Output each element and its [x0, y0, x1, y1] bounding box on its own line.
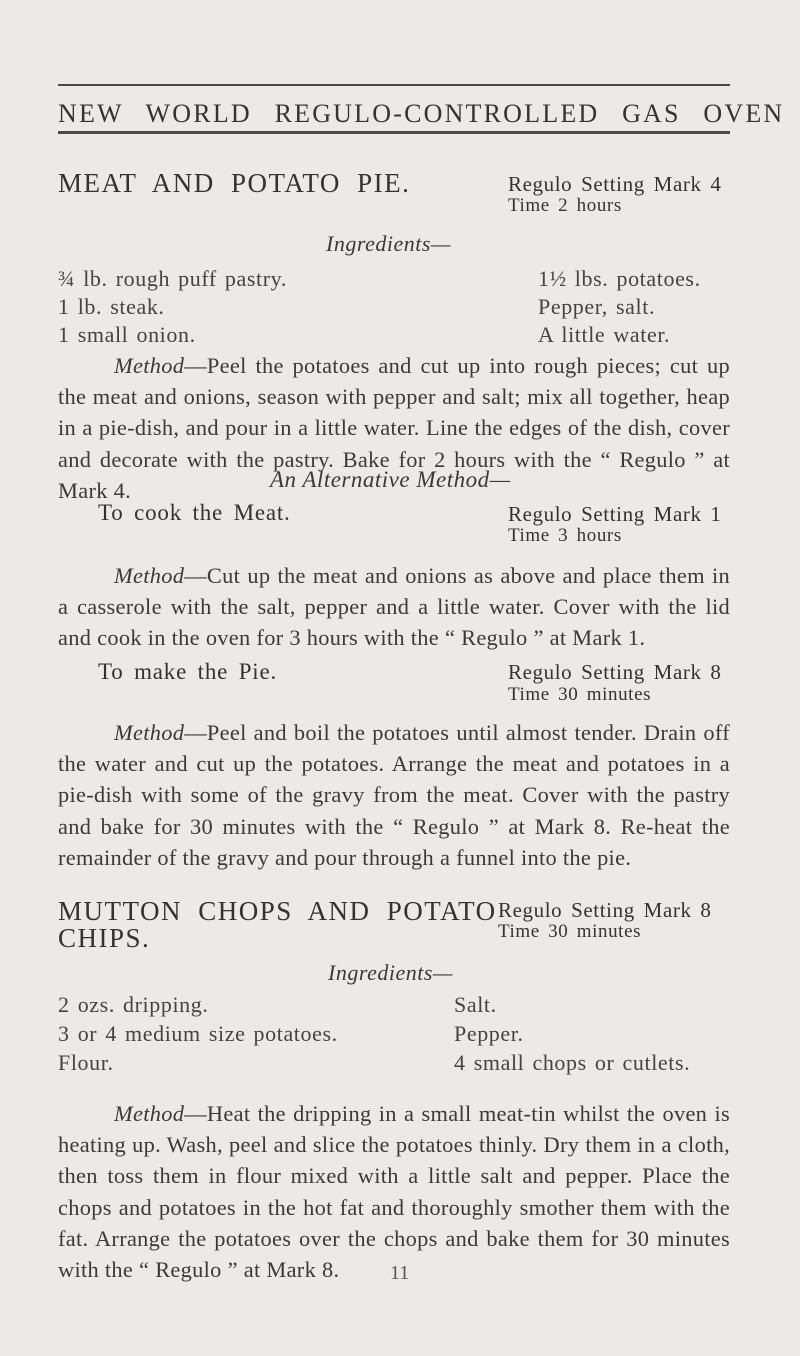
- ingredients-heading: Ingredients—: [326, 231, 451, 256]
- ingredient-item: 3 or 4 medium size potatoes.: [58, 1021, 338, 1046]
- method-paragraph: [58, 1098, 730, 1285]
- method-label: Method: [114, 353, 185, 378]
- page-header-title: NEW WORLD REGULO-CONTROLLED GAS OVEN: [58, 99, 785, 128]
- alternative-method-heading: An Alternative Method—: [270, 467, 511, 492]
- method-text: —Peel the potatoes and cut up into rough pieces; cut up the meat and onions, season with pepper and salt; mix all together, heap in a pie-dish, and pour in a little water. Line the edges of the dish, cover and decorate with the pastry. Bake for 2 hours with the “ Regulo ” at Mark 4.: [58, 353, 730, 503]
- cooking-time: Time 30 minutes: [508, 684, 652, 705]
- ingredient-item: 1 lb. steak.: [58, 294, 165, 319]
- cooking-time: Time 30 minutes: [498, 921, 642, 942]
- ingredients-heading: Ingredients—: [328, 960, 453, 985]
- ingredient-item: 1½ lbs. potatoes.: [538, 266, 701, 291]
- recipe-title: MUTTON CHOPS AND POTATO: [58, 896, 497, 926]
- method-text: —Cut up the meat and onions as above and place them in a casserole with the salt, pepper and a little water. Cover with the lid and cook in the oven for 3 hours with the “ Regulo ” at Mark 1.: [58, 563, 730, 651]
- method-paragraph: [58, 560, 730, 654]
- regulo-setting: Regulo Setting Mark 1: [508, 502, 722, 526]
- ingredient-item: 1 small onion.: [58, 322, 196, 347]
- subrecipe-title: To cook the Meat.: [98, 500, 291, 525]
- ingredient-item: Pepper.: [454, 1021, 524, 1046]
- method-label: Method: [114, 1101, 185, 1126]
- ingredient-item: 4 small chops or cutlets.: [454, 1050, 691, 1075]
- method-label: Method: [114, 720, 185, 745]
- regulo-setting: Regulo Setting Mark 4: [508, 172, 722, 196]
- header-rule-bottom: [58, 131, 730, 134]
- method-text: —Heat the dripping in a small meat-tin whilst the oven is heating up. Wash, peel and slice the potatoes thinly. Dry them in a cloth, then toss them in flour mixed with a little salt and pepper. Place the chops and potatoes in the hot fat and thoroughly smother them with the fat. Arrange the potatoes over the chops and bake them for 30 minutes with the “ Regulo ” at Mark 8.: [58, 1101, 730, 1283]
- ingredient-item: A little water.: [538, 322, 671, 347]
- ingredient-item: Pepper, salt.: [538, 294, 656, 319]
- method-paragraph: [58, 717, 730, 873]
- regulo-setting: Regulo Setting Mark 8: [498, 898, 712, 922]
- ingredient-item: ¾ lb. rough puff pastry.: [58, 266, 287, 291]
- recipe-title-continued: CHIPS.: [58, 923, 151, 953]
- subrecipe-title: To make the Pie.: [98, 659, 278, 684]
- ingredient-item: 2 ozs. dripping.: [58, 992, 209, 1017]
- method-text: —Peel and boil the potatoes until almost tender. Drain off the water and cut up the potatoes. Arrange the meat and potatoes in a pie-dish with some of the gravy from the meat. Cover with the pastry and bake for 30 minutes with the “ Regulo ” at Mark 8. Re-heat the remainder of the gravy and pour through a funnel into the pie.: [58, 720, 730, 870]
- ingredient-item: Flour.: [58, 1050, 114, 1075]
- ingredient-item: Salt.: [454, 992, 497, 1017]
- cooking-time: Time 2 hours: [508, 195, 622, 216]
- regulo-setting: Regulo Setting Mark 8: [508, 660, 722, 684]
- recipe-title: MEAT AND POTATO PIE.: [58, 168, 411, 198]
- method-label: Method: [114, 563, 185, 588]
- header-rule-top: [58, 84, 730, 86]
- page-number: 11: [390, 1262, 410, 1284]
- cooking-time: Time 3 hours: [508, 525, 622, 546]
